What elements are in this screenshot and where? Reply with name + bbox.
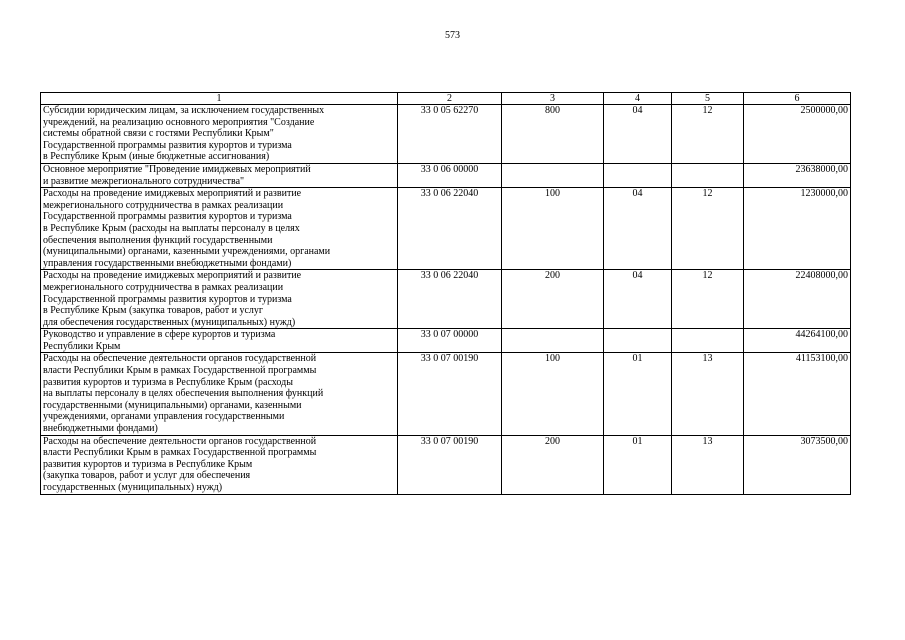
- page-number: 573: [445, 30, 460, 41]
- row-expense-type: [502, 329, 604, 353]
- table-header-row: [41, 93, 851, 105]
- row-description: Расходы на проведение имиджевых мероприятий и развитие межрегионального сотрудничества в рамках реализации Государственной программы развития курортов и туризма в Республике Крым (закупка товаров, работ и услуг для обеспечения государственных (муниципальных) нужд): [41, 270, 398, 329]
- row-expense-type: 100: [502, 188, 604, 270]
- row-description: Расходы на обеспечение деятельности органов государственной власти Республики Крым в рамках Государственной программы развития курортов и туризма в Республике Крым (расходы на выплаты персоналу в целях обеспечения выполнения функций государственными (муниципальными) органами, казенными учреждениями, органами управления государственными внебюджетными фондами): [41, 353, 398, 435]
- row-subsection: [672, 329, 744, 353]
- row-target-code: 33 0 07 00000: [398, 329, 502, 353]
- row-section: 01: [604, 353, 672, 435]
- row-amount: 23638000,00: [744, 163, 851, 187]
- column-header-2: 2: [398, 93, 502, 105]
- row-target-code: 33 0 07 00190: [398, 435, 502, 494]
- row-subsection: 12: [672, 105, 744, 164]
- table-row: [41, 270, 851, 329]
- table-row: [41, 435, 851, 494]
- row-description: Руководство и управление в сфере курортов и туризма Республики Крым: [41, 329, 398, 353]
- row-expense-type: 200: [502, 270, 604, 329]
- row-target-code: 33 0 05 62270: [398, 105, 502, 164]
- budget-table: [40, 92, 851, 495]
- column-header-3: 3: [502, 93, 604, 105]
- row-expense-type: 100: [502, 353, 604, 435]
- row-description: Основное мероприятие "Проведение имиджевых мероприятий и развитие межрегионального сотрудничества": [41, 163, 398, 187]
- column-header-1: 1: [41, 93, 398, 105]
- row-description: Субсидии юридическим лицам, за исключением государственных учреждений, на реализацию основного мероприятия "Создание системы обратной связи с гостями Республики Крым" Государственной программы развития курортов и туризма в Республике Крым (иные бюджетные ассигнования): [41, 105, 398, 164]
- row-amount: 2500000,00: [744, 105, 851, 164]
- row-subsection: 12: [672, 270, 744, 329]
- row-target-code: 33 0 07 00190: [398, 353, 502, 435]
- row-description: Расходы на обеспечение деятельности органов государственной власти Республики Крым в рамках Государственной программы развития курортов и туризма в Республике Крым (закупка товаров, работ и услуг для обеспечения государственных (муниципальных) нужд): [41, 435, 398, 494]
- table-row: [41, 329, 851, 353]
- row-target-code: 33 0 06 00000: [398, 163, 502, 187]
- row-expense-type: 200: [502, 435, 604, 494]
- row-amount: 44264100,00: [744, 329, 851, 353]
- row-section: [604, 329, 672, 353]
- column-header-6: 6: [744, 93, 851, 105]
- row-section: [604, 163, 672, 187]
- table-row: [41, 105, 851, 164]
- row-section: 04: [604, 188, 672, 270]
- row-subsection: 13: [672, 353, 744, 435]
- row-amount: 3073500,00: [744, 435, 851, 494]
- row-section: 04: [604, 105, 672, 164]
- table-row: [41, 353, 851, 435]
- column-header-4: 4: [604, 93, 672, 105]
- row-subsection: [672, 163, 744, 187]
- row-expense-type: [502, 163, 604, 187]
- row-amount: 22408000,00: [744, 270, 851, 329]
- row-target-code: 33 0 06 22040: [398, 270, 502, 329]
- table-row: [41, 163, 851, 187]
- table-row: [41, 188, 851, 270]
- row-expense-type: 800: [502, 105, 604, 164]
- row-subsection: 12: [672, 188, 744, 270]
- column-header-5: 5: [672, 93, 744, 105]
- row-amount: 1230000,00: [744, 188, 851, 270]
- row-section: 01: [604, 435, 672, 494]
- row-description: Расходы на проведение имиджевых мероприятий и развитие межрегионального сотрудничества в рамках реализации Государственной программы развития курортов и туризма в Республике Крым (расходы на выплаты персоналу в целях обеспечения выполнения функций государственными (муниципальными) органами, казенными учреждениями, органами управления государственными внебюджетными фондами): [41, 188, 398, 270]
- row-amount: 41153100,00: [744, 353, 851, 435]
- row-target-code: 33 0 06 22040: [398, 188, 502, 270]
- row-section: 04: [604, 270, 672, 329]
- row-subsection: 13: [672, 435, 744, 494]
